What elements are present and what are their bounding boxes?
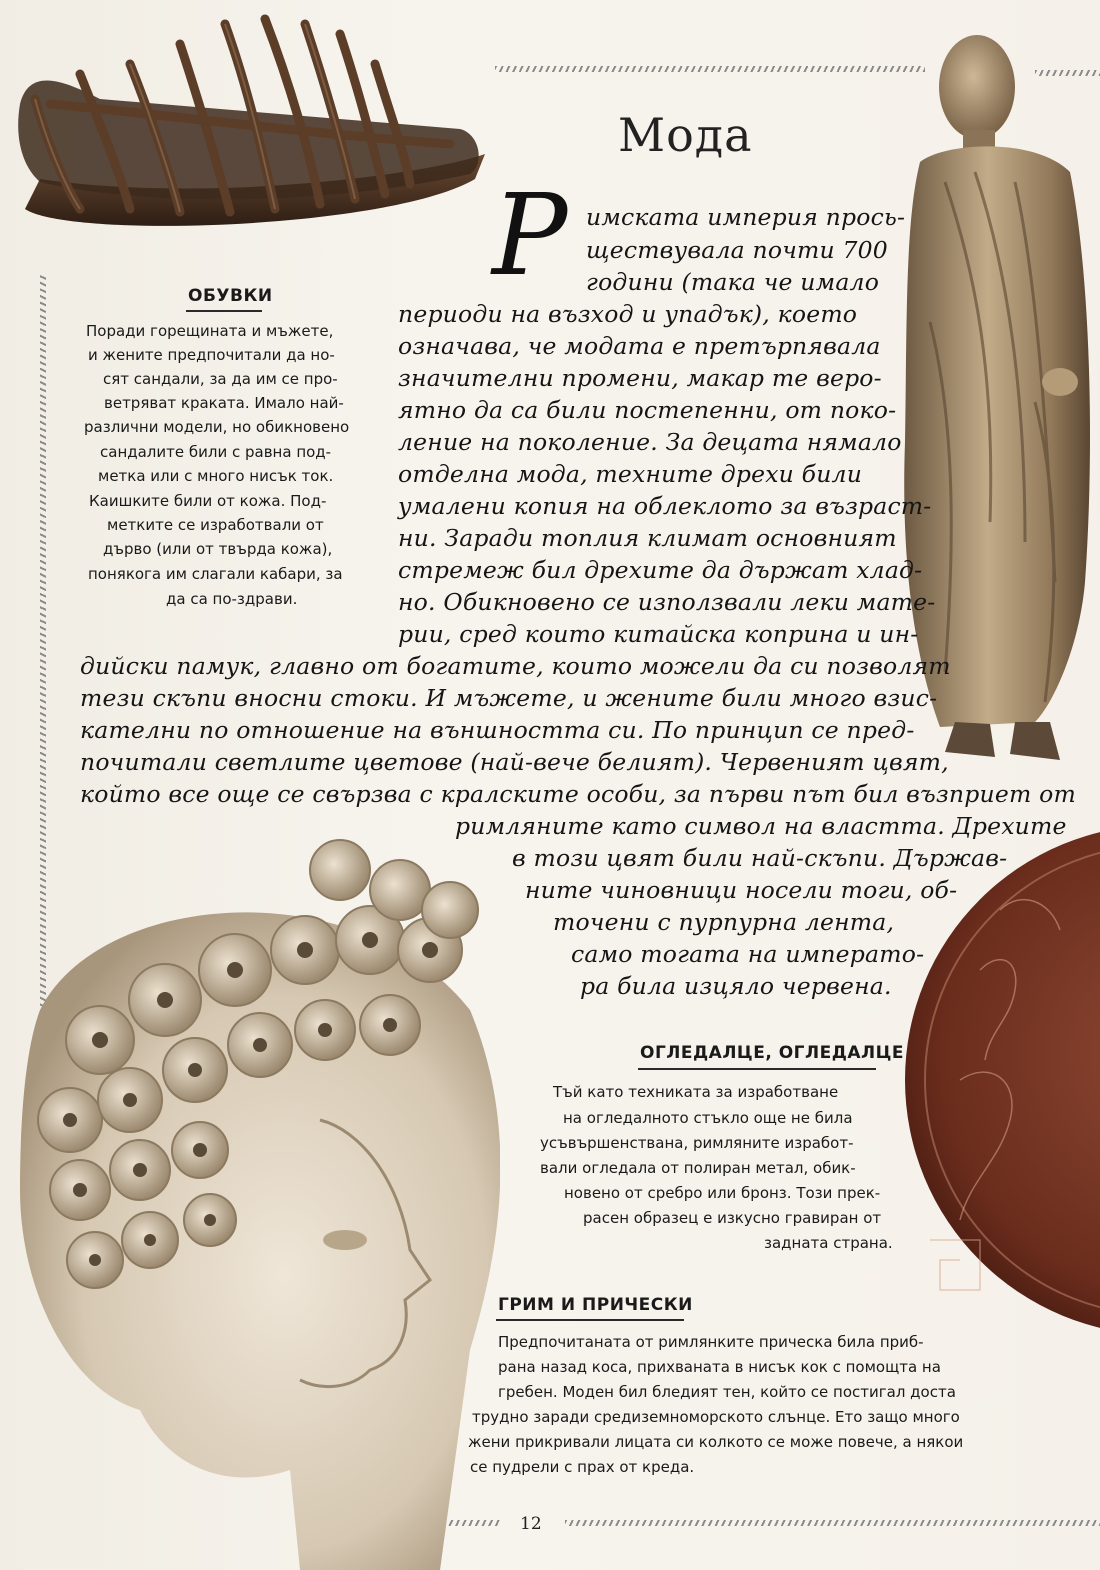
shoes-line: ветряват краката. Имало най- xyxy=(104,394,344,412)
shoes-line: и жените предпочитали да но- xyxy=(88,346,335,364)
body-line: периоди на възход и упадък), което xyxy=(398,300,858,328)
top-rope-divider xyxy=(495,66,925,72)
mirror-line: расен образец е изкусно гравиран от xyxy=(583,1209,882,1227)
woman-bust-image xyxy=(0,830,500,1570)
page-number: 12 xyxy=(520,1514,542,1534)
makeup-heading: ГРИМ И ПРИЧЕСКИ xyxy=(498,1295,693,1315)
mirror-line: новено от сребро или бронз. Този прек- xyxy=(564,1184,881,1202)
body-line: само тогата на императо- xyxy=(571,940,925,968)
shoes-line: метка или с много нисък ток. xyxy=(98,467,334,485)
makeup-line: жени прикривали лицата си колкото се може повече, а някои xyxy=(468,1433,964,1451)
shoes-line: метките се изработвали от xyxy=(107,516,324,534)
body-line: дийски памук, главно от богатите, които можели да си позволят xyxy=(80,652,951,680)
body-line: стремеж бил дрехите да държат хлад- xyxy=(398,556,923,584)
mirror-line: Тъй като техниката за изработване xyxy=(553,1083,839,1101)
makeup-line: трудно заради средиземноморското слънце. Ето защо много xyxy=(472,1408,960,1426)
body-line: ра била изцяло червена. xyxy=(580,972,892,1000)
body-line: точени с пурпурна лента, xyxy=(553,908,895,936)
body-line: ятно да са били постепенни, от поко- xyxy=(398,396,897,424)
shoes-line: понякога им слагали кабари, за xyxy=(88,565,343,583)
makeup-line: се пудрели с прах от креда. xyxy=(470,1458,695,1476)
drop-cap: Р xyxy=(492,171,568,301)
body-line: който все още се свързва с кралските особи, за първи път бил възприет от xyxy=(80,780,1076,808)
body-line: означава, че модата е претърпявала xyxy=(398,332,881,360)
page-title: Мода xyxy=(618,108,753,162)
body-line: ществувала почти 700 xyxy=(586,236,888,264)
body-line: но. Обикновено се използвали леки мате- xyxy=(398,588,936,616)
shoes-line: сят сандали, за да им се про- xyxy=(103,370,338,388)
shoes-line: Поради горещината и мъжете, xyxy=(86,322,334,340)
shoes-line: различни модели, но обикновено xyxy=(84,418,350,436)
body-line: значителни промени, макар те веро- xyxy=(398,364,882,392)
sandal-image xyxy=(10,4,490,244)
shoes-heading-rule xyxy=(186,310,262,312)
shoes-line: дърво (или от твърда кожа), xyxy=(103,540,333,558)
mirror-heading: ОГЛЕДАЛЦЕ, ОГЛЕДАЛЦЕ xyxy=(640,1043,905,1063)
mirror-heading-rule xyxy=(638,1068,876,1070)
body-line: ни. Заради топлия климат основният xyxy=(398,524,897,552)
body-line: кателни по отношение на външността си. По принцип се пред- xyxy=(80,716,915,744)
makeup-line: Предпочитаната от римлянките прическа била приб- xyxy=(498,1333,924,1351)
mirror-line: задната страна. xyxy=(764,1234,893,1252)
shoes-line: сандалите били с равна под- xyxy=(100,443,332,461)
body-line: години (така че имало xyxy=(586,268,880,296)
shoes-heading: ОБУВКИ xyxy=(188,286,273,306)
body-line: ление на поколение. За децата нямало xyxy=(398,428,902,456)
shoes-line: Каишките били от кожа. Под- xyxy=(89,492,327,510)
body-line: ните чиновници носели тоги, об- xyxy=(525,876,958,904)
body-line: умалени копия на облеклото за възраст- xyxy=(398,492,932,520)
body-line: отделна мода, техните дрехи били xyxy=(398,460,863,488)
makeup-line: рана назад коса, прихваната в нисък кок с помощта на xyxy=(498,1358,941,1376)
body-line: тези скъпи вносни стоки. И мъжете, и жените били много взис- xyxy=(80,684,938,712)
body-line: в този цвят били най-скъпи. Държав- xyxy=(512,844,1008,872)
mirror-line: вали огледала от полиран метал, обик- xyxy=(540,1159,856,1177)
makeup-heading-rule xyxy=(496,1319,684,1321)
body-line: рии, сред които китайска коприна и ин- xyxy=(398,620,919,648)
makeup-line: гребен. Моден бил бледият тен, който се постигал доста xyxy=(498,1383,956,1401)
bottom-right-rope-divider xyxy=(565,1520,1100,1526)
body-line: имската империя прось- xyxy=(586,203,906,231)
mirror-line: на огледалното стъкло още не била xyxy=(563,1109,853,1127)
shoes-line: да са по-здрави. xyxy=(166,590,298,608)
body-line: римляните като символ на властта. Дрехите xyxy=(455,812,1067,840)
mirror-line: усъвършенствана, римляните изработ- xyxy=(540,1134,854,1152)
body-line: почитали светлите цветове (най-вече белият). Червеният цвят, xyxy=(80,748,949,776)
